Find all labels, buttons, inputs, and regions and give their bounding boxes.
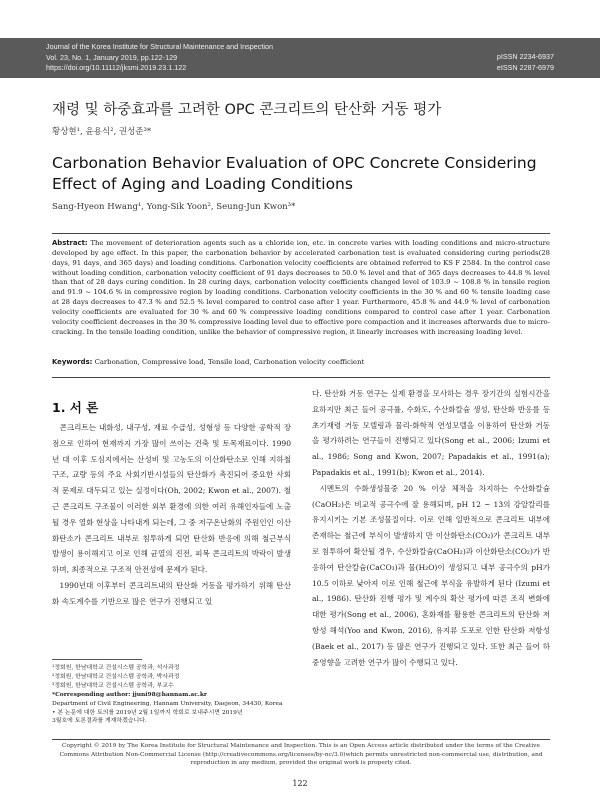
keywords-text: Carbonation, Compressive load, Tensile load, Carbonation velocity coefficient bbox=[94, 358, 365, 366]
paragraph: 시멘트의 수화생성물중 20 % 이상 체적을 차지하는 수산화칼슘(CaOH₂)은 비교적 공극수에 잘 용해되며, pH 12 ~ 13의 강알칼리를 유지시키는 기본 조성물질이다. 이로 인해 일반적으로 콘크리트 내부에 존재하는 철근에 부식이 발생하지 만 이산화탄소(CO₂)가 콘크리트 내부로 침투하여 확산될 경우, 수산화칼슘(CaOH₂)과 이산화탄소(CO₂)가 반응하여 탄산칼슘(CaCO₃)과 물(H₂O)이 생성되고 내부 공극수의 pH가 10.5 이하로 낮아져 이로 인해 철근에 부식을 유발하게 된다 (Izumi et al., 1986). 탄산화 진행 평가 및 계수의 확산 평가에 따른 조직 변화에 대한 평가(Song et al., 2006), 혼화재를 활용한 콘크리트의 탄산화 저항성 해석(Yoo and Kwon, 2016), 유지류 도포로 인한 탄산화 저항성(Baek et al., 2017) 등 많은 연구가 진행되고 있다. 또한 최근 들어 하중영향을 고려한 연구가 많이 수행되고 있다. bbox=[312, 483, 550, 667]
paragraph: 콘크리트는 내화성, 내구성, 재료 수급성, 성형성 등 다양한 공학적 장점으로 인하여 현재까지 가장 많이 쓰이는 건축 및 토목재료이다. 1990년 대 이후 도심지에서는 산성비 및 고농도의 이산화탄소로 인해 지하철 구조, 교량 등의 주요 사회기반시설들의 탄산화가 촉진되어 중요한 사회적 문제로 대두되고 있는 실정이다(Oh, 2002; Kwon et al., 2007). 철근 콘크리트 구조물이 이러한 외부 환경에 의한 여러 유해인자들에 노출될 경우 열화 현상을 나타내게 되는데, 그 중 저구온난화의 주원인인 이산화탄소가 콘크리트 내부로 침투하게 되면 탄산화 반응에 의해 철근부식 발생이 용이해지고 이로 인해 균열의 진전, 피복 콘크리트의 박락이 발생하며, 최종적으로 구조적 안전성에 문제가 된다. bbox=[52, 423, 291, 575]
footnote: ³정회원, 한남대학교 건설시스템 공학과, 부교수 bbox=[52, 682, 174, 689]
keywords bbox=[52, 358, 550, 368]
footnote: • 본 논문에 대한 토의를 2019년 2월 1일까지 학회로 보내주시면 2019년 bbox=[52, 709, 243, 716]
footnote: 3월호에 토론결과를 게재하겠습니다. bbox=[52, 718, 147, 725]
footnote: ²정회원, 한남대학교 건설시스템 공학과, 박사과정 bbox=[52, 673, 180, 680]
abstract-top-rule bbox=[52, 233, 550, 234]
korean-title: 재령 및 하중효과를 고려한 OPC 콘크리트의 탄산화 거동 평가 bbox=[52, 102, 442, 118]
section-title-introduction: 1. 서 론 bbox=[52, 400, 99, 415]
abstract-label: Abstract: bbox=[52, 239, 88, 247]
pissn: pISSN 2234-6937 bbox=[496, 52, 554, 61]
english-authors: Sang-Hyeon Hwang¹, Yong-Sik Yoon², Seung-Jun Kwon³* bbox=[52, 202, 296, 212]
footnote-rule bbox=[52, 659, 142, 660]
page-number: 122 bbox=[292, 779, 308, 788]
keywords-label: Keywords: bbox=[52, 358, 93, 366]
eissn: eISSN 2287-6979 bbox=[496, 62, 554, 72]
journal-header-band bbox=[0, 38, 600, 78]
copyright-rule bbox=[52, 739, 550, 740]
footnote: Department of Civil Engineering, Hannam University, Daejeon, 34430, Korea bbox=[52, 700, 283, 707]
copyright-notice: Copyright © 2019 by The Korea Institute for Structural Maintenance and Inspection. This is an Open Access article distributed under the terms of the Creative Commons Attribution Non-Commercial License (http://creativecommons.org/licenses/by-nc/3.0)which permits unrestricted non-commercial use, distribution, and reproduction in any medium, provided the original work is properly cited. bbox=[59, 743, 543, 767]
footnote-corresponding: *Corresponding author: jjuni98@hannam.ac.kr bbox=[52, 690, 208, 698]
abstract-text: The movement of deterioration agents such as a chloride ion, etc. in concrete varies with loading conditions and micro-structure developed by age effect. In this paper, the carbonation behavior by accelerated carbonation test is evaluated considering curing periods(28 days, 91 days, and 365 days) and loading conditions. Carbonation velocity coefficients are obtained referred to KS F 2584. In the control case without loading condition, carbonation velocity coefficient of 91 days decreases to 50.0 % level and that of 365 days decreases to 44.8 % level than that of 28 days curing condition. In 28 curing days, carbonation velocity coefficients changed level of 103.9 ~ 108.8 % in tensile region and 91.9 ~ 104.6 % in compressive region by loading conditions. Carbonation velocity coefficients in the 30 % and 60 % tensile loading case at 28 days decreases to 47.3 % and 52.5 % level compared to control case after 1 year. Furthermore, 45.8 % and 44.9 % level of carbonation velocity coefficients are evaluated for 30 % and 60 % compressive loading conditions compared to control case after 1 year. Carbonation velocity coefficient decreases in the 30 % compressive loading level due to effective pore compaction and it increases afterwards due to micro-cracking. In the tensile loading condition, unlike the behavior of compressive region, it linearly increases with increasing loading level. bbox=[52, 239, 550, 336]
body-column-right bbox=[312, 386, 550, 670]
footnotes bbox=[52, 659, 292, 726]
footnote: ¹정회원, 한남대학교 건설시스템 공학과, 석사과정 bbox=[52, 665, 180, 671]
issn-info bbox=[497, 52, 554, 73]
paragraph: 다. 탄산화 거동 연구는 실제 환경을 모사하는 경우 장기간의 실험시간을 요하지만 최근 들어 공극률, 수화도, 수산화칼슘 생성, 탄산화 반응를 등 초기재령 거동 모델링과 물리-화학적 연성모델을 이용하여 탄산화 거동을 평가하려는 연구들이 진행되고 있다(Song et al., 2006; Izumi et al., 1986; Song and Kwon, 2007; Papadakis et al., 1991(a); Papadakis et al., 1991(b); Kwon et al., 2014). bbox=[312, 389, 550, 477]
abstract bbox=[52, 239, 550, 337]
korean-authors: 황상현¹, 윤용식², 권성준³* bbox=[52, 127, 152, 137]
journal-doi: https://doi.org/10.11112/jksmi.2019.23.1.122 bbox=[46, 63, 187, 72]
english-title: Carbonation Behavior Evaluation of OPC Concrete Considering Effect of Aging and Loading Conditions bbox=[52, 154, 537, 193]
journal-volume: Vol. 23, No. 1, January 2019, pp.122-129 bbox=[46, 52, 178, 62]
journal-info bbox=[46, 42, 273, 74]
abstract-bottom-rule bbox=[52, 377, 550, 378]
body-column-left bbox=[52, 420, 291, 610]
journal-name: Journal of the Korea Institute for Structural Maintenance and Inspection bbox=[46, 42, 273, 51]
paragraph: 1990년대 이후부터 콘크리트내의 탄산화 거동을 평가하기 위해 탄산화 속도계수를 기반으로 많은 연구가 진행되고 있 bbox=[52, 580, 291, 606]
